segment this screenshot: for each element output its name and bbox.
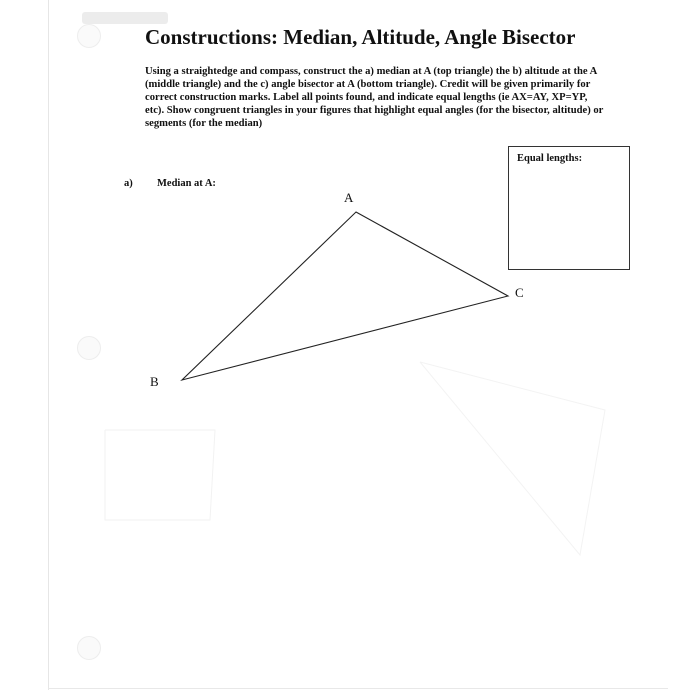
worksheet-title: Constructions: Median, Altitude, Angle Bisector: [145, 25, 576, 49]
equal-lengths-label: Equal lengths:: [517, 153, 583, 164]
triangle-abc: [182, 212, 508, 380]
point-c-label: C: [515, 285, 524, 300]
point-b-label: B: [150, 374, 159, 389]
binder-hole-middle: [77, 336, 101, 360]
page-bottom-edge: [48, 688, 668, 689]
equal-lengths-box: [508, 146, 630, 270]
part-a-letter: a): [124, 178, 133, 189]
page-left-edge: [48, 0, 49, 690]
bleed-through-lines: [105, 430, 215, 520]
bleed-through-triangle: [420, 362, 605, 555]
scan-smudge: [82, 12, 168, 24]
binder-hole-bottom: [77, 636, 101, 660]
instructions-text: Using a straightedge and compass, construct the a) median at A (top triangle) the b) altitude at the A (middle triangle) and the c) angle bisector at A (bottom triangle). Credit will be given primarily for correct construction marks. Label all points found, and indicate equal lengths (ie AX=AY, XP=YP, etc). Show congruent triangles in your figures that highlight equal angles (for the bisector, altitude) or segments (for the median): [145, 66, 604, 129]
part-a-label: Median at A:: [157, 178, 216, 189]
point-a-label: A: [344, 190, 354, 205]
binder-hole-top: [77, 24, 101, 48]
